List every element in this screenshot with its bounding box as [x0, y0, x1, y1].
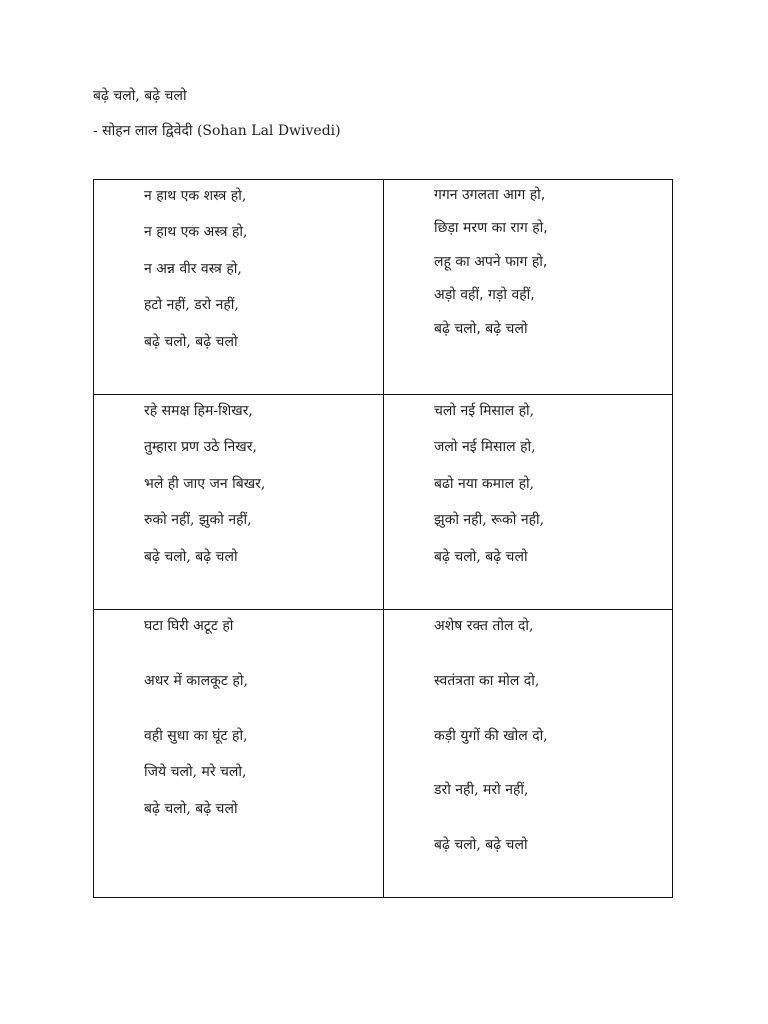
stanza-line: कड़ी युगों की खोल दो, — [434, 728, 548, 744]
stanza-cell-6 — [383, 609, 673, 898]
stanza-line: डरो नही, मरो नहीं, — [434, 782, 529, 798]
stanza-cell-1 — [93, 179, 384, 395]
stanza-line: वही सुधा का घूंट हो, — [144, 728, 248, 744]
stanza-cell-3 — [93, 394, 384, 610]
stanza-line: घटा घिरी अटूट हो — [144, 618, 234, 634]
stanza-line: न हाथ एक अस्त्र हो, — [144, 224, 248, 240]
stanza-line: तुम्हारा प्रण उठे निखर, — [144, 439, 257, 455]
stanza-cell-2 — [383, 179, 673, 395]
stanza-line: अशेष रक्त तोल दो, — [434, 618, 534, 634]
stanza-line: झुको नही, रूको नही, — [434, 512, 545, 528]
stanza-line: बढ़े चलो, बढ़े चलो — [144, 549, 238, 565]
stanza-line: बढ़े चलो, बढ़े चलो — [434, 549, 528, 565]
stanza-cell-5 — [93, 609, 384, 898]
stanza-line: बढ़े चलो, बढ़े चलो — [144, 334, 238, 350]
stanza-line: रुको नहीं, झुको नहीं, — [144, 512, 252, 528]
stanza-line: लहू का अपने फाग हो, — [434, 254, 548, 270]
stanza-line: छिड़ा मरण का राग हो, — [434, 220, 548, 236]
stanza-line: भले ही जाए जन बिखर, — [144, 476, 266, 492]
stanza-line: न अन्न वीर वस्त्र हो, — [144, 261, 242, 277]
stanza-line: गगन उगलता आग हो, — [434, 187, 546, 203]
stanza-line: हटो नहीं, डरो नहीं, — [144, 297, 239, 313]
stanza-line: स्वतंत्रता का मोल दो, — [434, 673, 540, 689]
stanza-line: बढ़े चलो, बढ़े चलो — [434, 321, 528, 337]
stanza-line: अड़ो वहीं, गड़ो वहीं, — [434, 287, 535, 303]
stanza-cell-4 — [383, 394, 673, 610]
poem-author: - सोहन लाल द्विवेदी (Sohan Lal Dwivedi) — [93, 123, 341, 139]
poem-title: बढ़े चलो, बढ़े चलो — [93, 88, 187, 104]
stanza-line: न हाथ एक शस्त्र हो, — [144, 188, 247, 204]
stanza-line: बढ़े चलो, बढ़े चलो — [144, 801, 238, 817]
stanza-line: जलो नई मिसाल हो, — [434, 439, 536, 455]
stanza-line: रहे समक्ष हिम-शिखर, — [144, 403, 253, 419]
stanza-line: अधर में कालकूट हो, — [144, 673, 248, 689]
stanza-line: चलो नई मिसाल हो, — [434, 403, 535, 419]
stanza-line: जिये चलो, मरे चलो, — [144, 764, 247, 780]
stanza-line: बढ़े चलो, बढ़े चलो — [434, 837, 528, 853]
stanza-line: बढो नया कमाल हो, — [434, 476, 535, 492]
